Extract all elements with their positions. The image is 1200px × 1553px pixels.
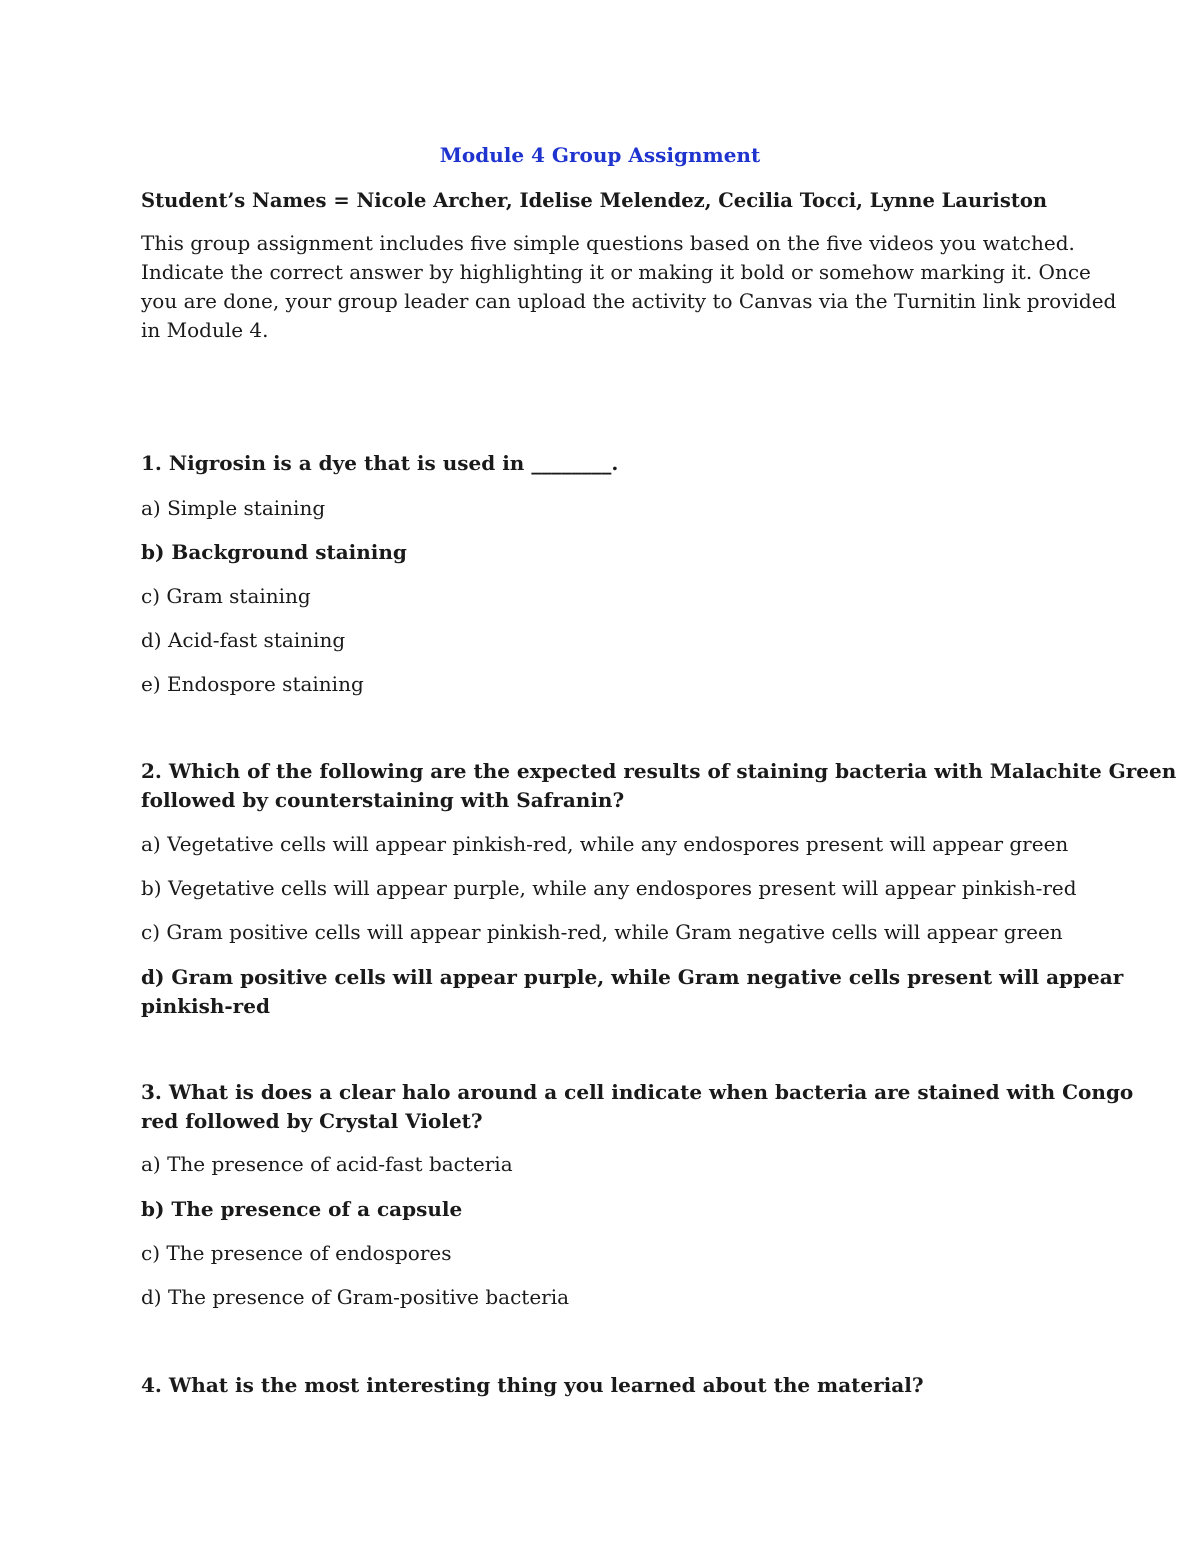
question-4: 4. What is the most interesting thing you learned about the material? <box>141 1373 924 1397</box>
question-3-line-1: 3. What is does a clear halo around a cell indicate when bacteria are stained with Congo <box>141 1080 1134 1104</box>
q3-answer-a: a) The presence of acid-fast bacteria <box>141 1152 513 1176</box>
q1-answer-d: d) Acid-fast staining <box>141 628 346 652</box>
question-2-line-2: followed by counterstaining with Safranin? <box>141 788 625 812</box>
q2-answer-c: c) Gram positive cells will appear pinkish-red, while Gram negative cells will appear green <box>141 920 1063 944</box>
question-2-line-1: 2. Which of the following are the expected results of staining bacteria with Malachite Green <box>141 759 1177 783</box>
intro-line-2: Indicate the correct answer by highlighting it or making it bold or somehow marking it. Once <box>141 260 1091 284</box>
question-3-line-2: red followed by Crystal Violet? <box>141 1109 483 1133</box>
q3-answer-d: d) The presence of Gram-positive bacteria <box>141 1285 570 1309</box>
intro-line-3: you are done, your group leader can upload the activity to Canvas via the Turnitin link provided <box>141 289 1117 313</box>
q2-answer-b: b) Vegetative cells will appear purple, while any endospores present will appear pinkish-red <box>141 876 1077 900</box>
q1-answer-b-selected: b) Background staining <box>141 540 407 564</box>
q2-answer-a: a) Vegetative cells will appear pinkish-red, while any endospores present will appear green <box>141 832 1069 856</box>
question-1: 1. Nigrosin is a dye that is used in ________. <box>141 451 619 475</box>
q2-answer-d-selected-line-1: d) Gram positive cells will appear purple, while Gram negative cells present will appear <box>141 965 1124 989</box>
q1-answer-a: a) Simple staining <box>141 496 326 520</box>
q1-answer-e: e) Endospore staining <box>141 672 364 696</box>
q3-answer-b-selected: b) The presence of a capsule <box>141 1197 463 1221</box>
intro-line-4: in Module 4. <box>141 318 269 342</box>
document-title: Module 4 Group Assignment <box>439 143 761 167</box>
student-names: Student’s Names = Nicole Archer, Idelise Melendez, Cecilia Tocci, Lynne Lauriston <box>141 189 1048 212</box>
q1-answer-c: c) Gram staining <box>141 584 311 608</box>
q2-answer-d-selected-line-2: pinkish-red <box>141 994 270 1018</box>
q3-answer-c: c) The presence of endospores <box>141 1241 452 1265</box>
intro-line-1: This group assignment includes five simple questions based on the five videos you watched. <box>141 231 1075 255</box>
